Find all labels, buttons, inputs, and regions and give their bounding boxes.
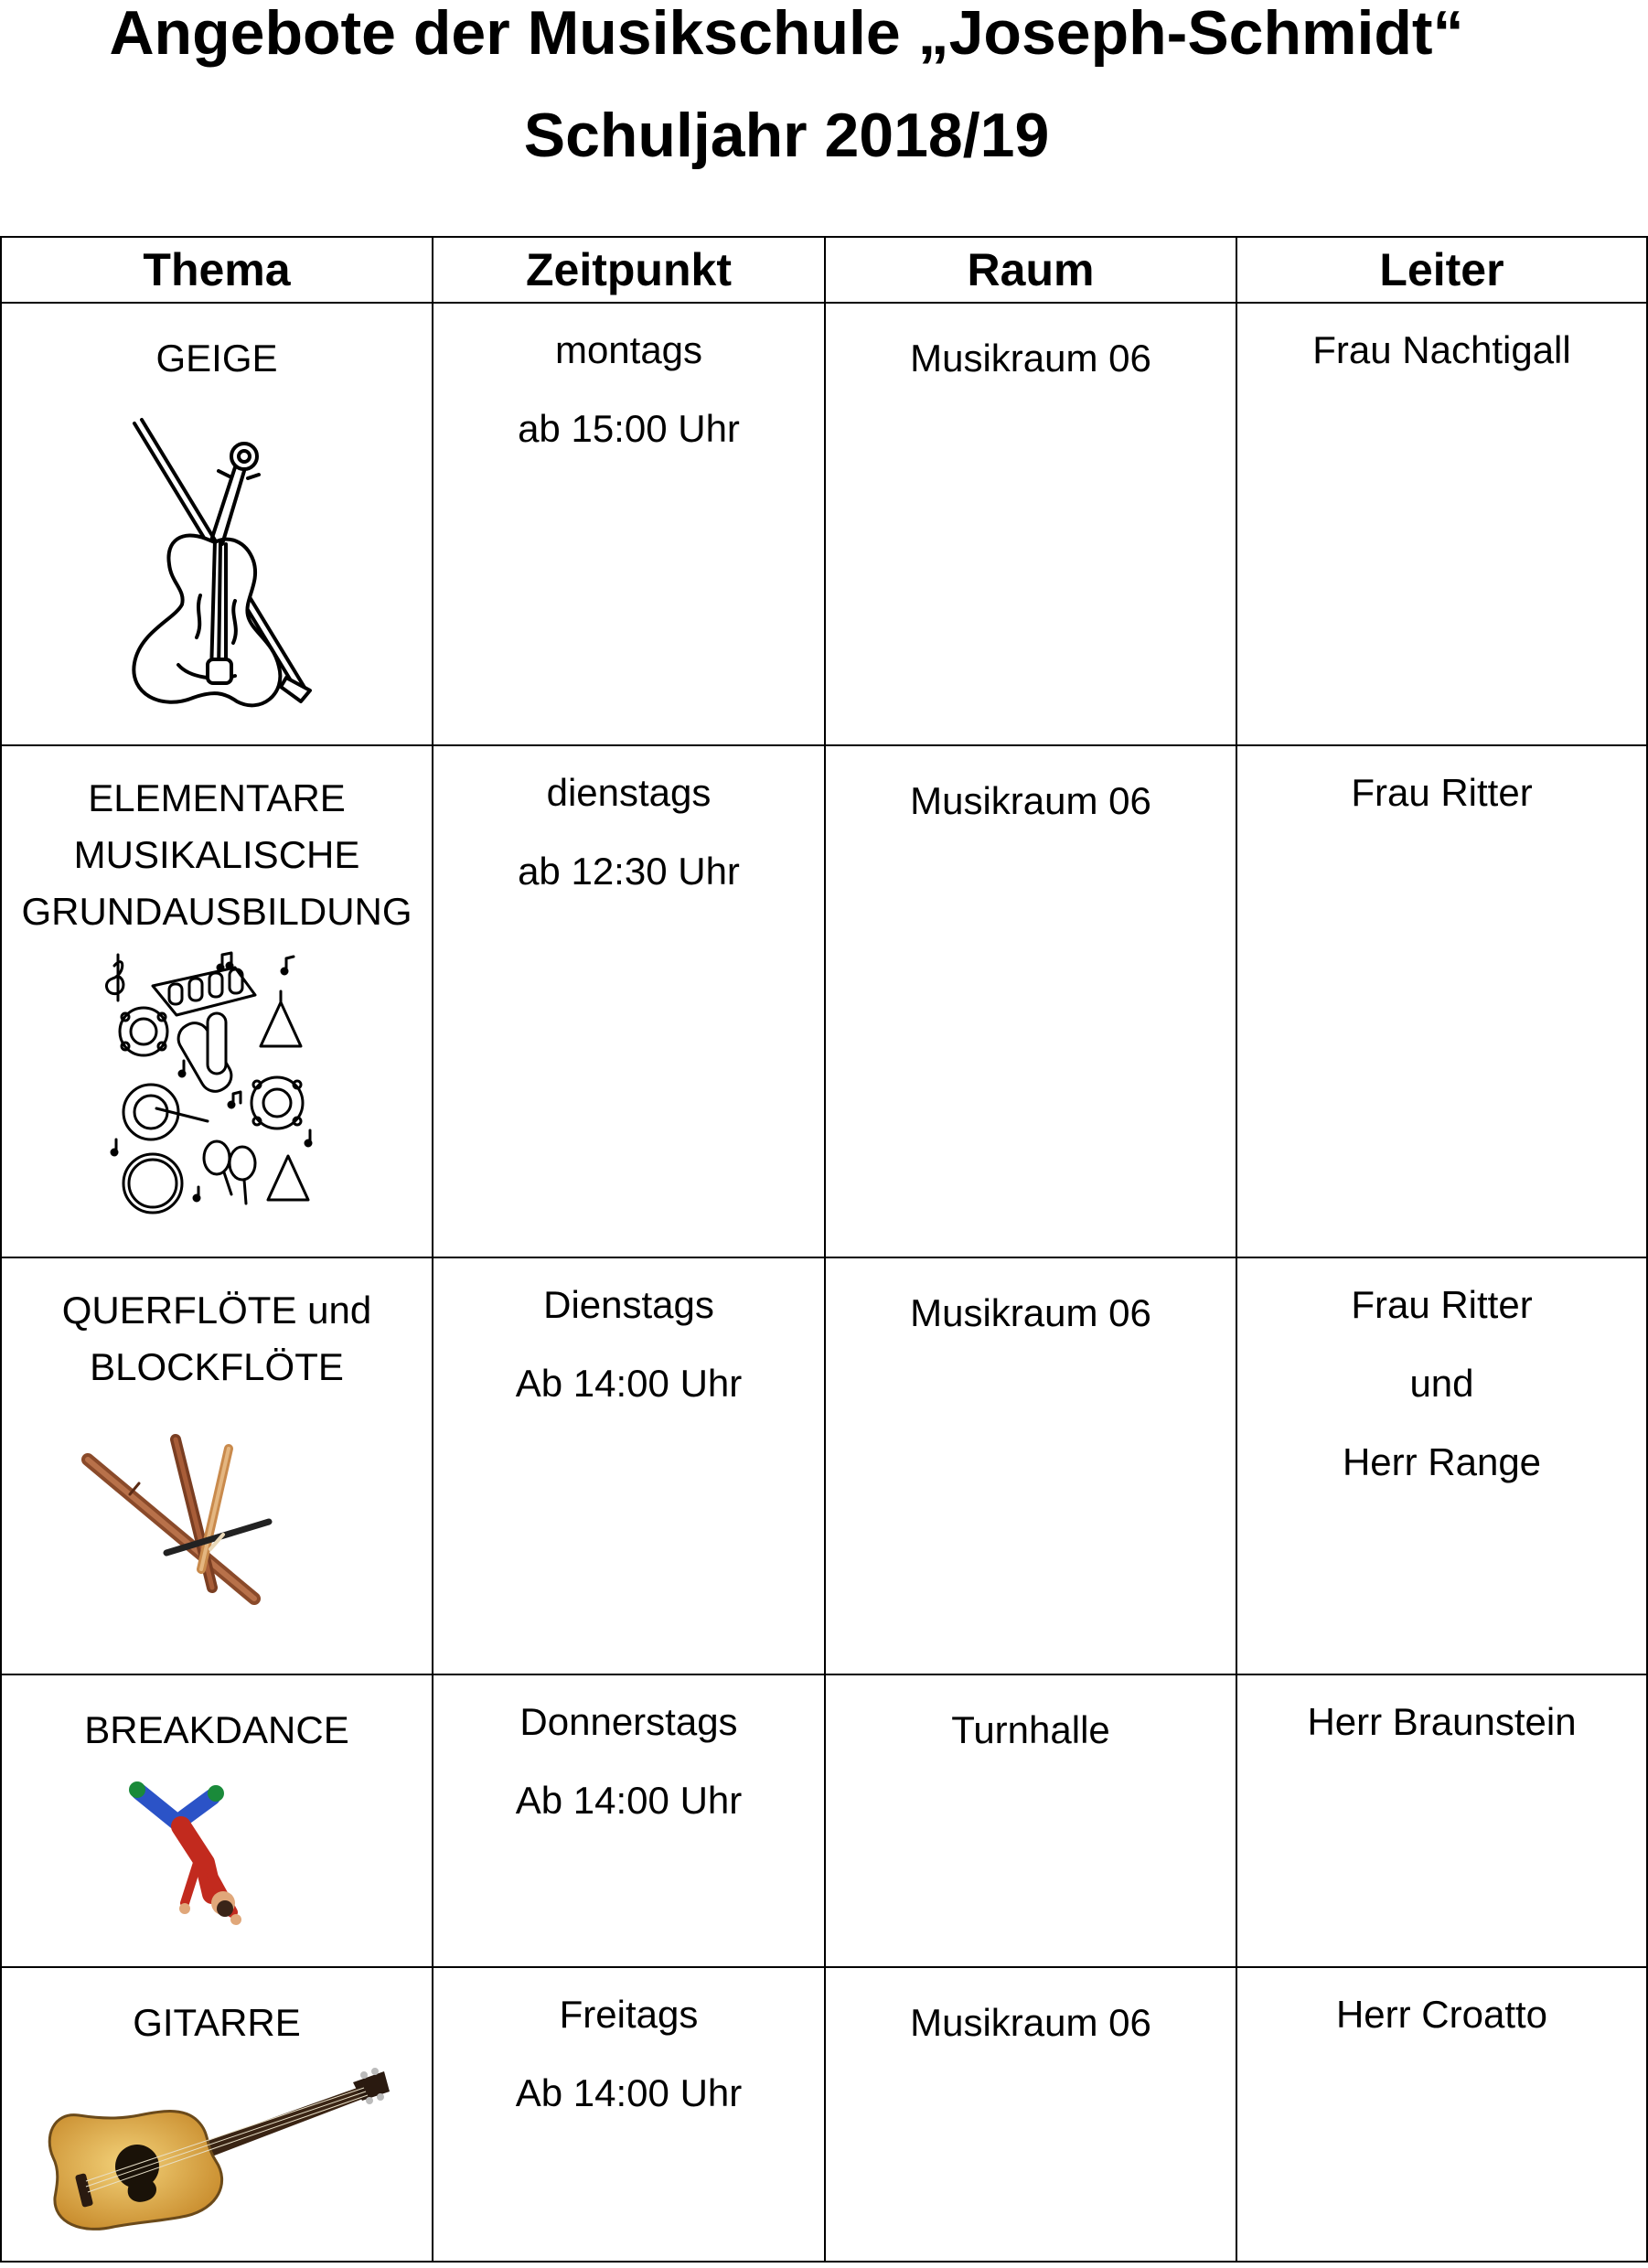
raum-label: Turnhalle <box>951 1708 1110 1751</box>
thema-label <box>2 1675 432 1759</box>
thema-label <box>2 1968 432 2051</box>
leiter-line: Herr Braunstein <box>1307 1700 1577 1743</box>
table-row <box>1 1967 1647 2262</box>
leiter-line: Frau Ritter <box>1351 771 1533 814</box>
leiter-line: Herr Croatto <box>1335 1993 1548 2036</box>
raum-cell <box>825 1674 1236 1967</box>
header-raum: Raum <box>825 237 1236 303</box>
thema-cell <box>1 303 433 745</box>
thema-label <box>2 746 432 940</box>
leiter-label <box>1237 304 1646 390</box>
violin-icon <box>98 403 336 714</box>
thema-label <box>2 304 432 387</box>
raum-cell <box>825 745 1236 1257</box>
thema-cell <box>1 745 433 1257</box>
leiter-line: und <box>1409 1362 1474 1405</box>
zeitpunkt-label <box>433 304 824 468</box>
leiter-cell <box>1236 1674 1647 1967</box>
leiter-label <box>1237 746 1646 832</box>
zeitpunkt-day: montags <box>554 328 703 371</box>
leiter-cell <box>1236 1967 1647 2262</box>
zeitpunkt-cell <box>433 745 825 1257</box>
flutes-icon <box>75 1432 294 1615</box>
zeitpunkt-cell <box>433 1674 825 1967</box>
leiter-line: Frau Ritter <box>1351 1283 1533 1326</box>
zeitpunkt-time: ab 15:00 Uhr <box>518 407 740 450</box>
leiter-line: Herr Range <box>1342 1440 1542 1483</box>
zeitpunkt-day: Dienstags <box>543 1283 714 1326</box>
zeitpunkt-cell <box>433 1257 825 1674</box>
zeitpunkt-cell <box>433 1967 825 2262</box>
header-thema: Thema <box>1 237 433 303</box>
raum-label: Musikraum 06 <box>910 2001 1151 2044</box>
breakdancer-icon <box>121 1775 267 1931</box>
raum-label: Musikraum 06 <box>910 337 1151 380</box>
leiter-cell <box>1236 1257 1647 1674</box>
table-row <box>1 1257 1647 1674</box>
zeitpunkt-time: Ab 14:00 Uhr <box>515 1362 743 1405</box>
leiter-label <box>1237 1258 1646 1502</box>
header-zeitpunkt: Zeitpunkt <box>433 237 825 303</box>
raum-cell <box>825 1257 1236 1674</box>
header-row <box>1 237 1647 303</box>
thema-line: BREAKDANCE <box>84 1708 349 1751</box>
leiter-cell <box>1236 745 1647 1257</box>
thema-line: ELEMENTARE <box>88 776 346 819</box>
page-title: Angebote der Musikschule „Joseph-Schmidt“ <box>109 0 1464 68</box>
zeitpunkt-label <box>433 746 824 911</box>
zeitpunkt-time: Ab 14:00 Uhr <box>515 2071 743 2114</box>
thema-line: QUERFLÖTE und <box>61 1289 372 1332</box>
zeitpunkt-cell <box>433 303 825 745</box>
thema-line: BLOCKFLÖTE <box>90 1345 344 1388</box>
zeitpunkt-day: dienstags <box>546 771 712 814</box>
raum-label: Musikraum 06 <box>910 1291 1151 1334</box>
zeitpunkt-day: Freitags <box>559 1993 699 2036</box>
guitar-icon <box>42 2060 390 2234</box>
leiter-line: Frau Nachtigall <box>1312 328 1571 371</box>
header-leiter: Leiter <box>1236 237 1647 303</box>
offers-table <box>0 236 1648 2263</box>
thema-line: GRUNDAUSBILDUNG <box>21 890 412 933</box>
thema-cell <box>1 1967 433 2262</box>
table-row <box>1 303 1647 745</box>
percussion-instruments-icon <box>98 947 336 1222</box>
thema-cell <box>1 1674 433 1967</box>
thema-cell <box>1 1257 433 1674</box>
table-row <box>1 1674 1647 1967</box>
zeitpunkt-label <box>433 1258 824 1423</box>
leiter-label <box>1237 1968 1646 2054</box>
thema-line: GITARRE <box>133 2001 301 2044</box>
thema-line: MUSIKALISCHE <box>73 833 360 876</box>
zeitpunkt-day: Donnerstags <box>519 1700 738 1743</box>
zeitpunkt-label <box>433 1968 824 2133</box>
zeitpunkt-time: Ab 14:00 Uhr <box>515 1779 743 1822</box>
thema-line: GEIGE <box>155 337 278 380</box>
school-year-subtitle: Schuljahr 2018/19 <box>523 101 1050 170</box>
leiter-cell <box>1236 303 1647 745</box>
raum-cell <box>825 1967 1236 2262</box>
zeitpunkt-label <box>433 1675 824 1840</box>
raum-cell <box>825 303 1236 745</box>
thema-label <box>2 1258 432 1396</box>
raum-label: Musikraum 06 <box>910 779 1151 822</box>
leiter-label <box>1237 1675 1646 1761</box>
table-row <box>1 745 1647 1257</box>
zeitpunkt-time: ab 12:30 Uhr <box>518 850 740 893</box>
